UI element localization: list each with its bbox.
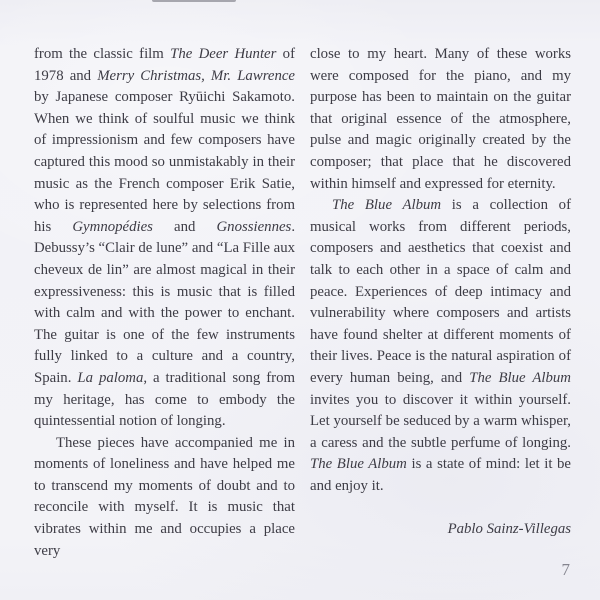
paragraph: close to my heart. Many of these works were composed for the piano, and my purpose has been to maintain on the guitar that original essence of the atmosphere, pulse and magic originally created by the composer; that place that he discovered within himself and expressed for eternity. xyxy=(310,46,571,192)
scan-artifact xyxy=(152,0,236,2)
paragraph: from the classic film The Deer Hunter of 1978 and Merry Christmas, Mr. Lawrence by Japanese composer Ryūichi Sakamoto. When we think of soulful music we think of impressionism and few composers have captured this mood so unmistakably in their music as the French composer Erik Satie, who is represented here by selections from his Gymnopédies and Gnossiennes. Debussy’s “Clair de lune” and “La Fille aux cheveux de lin” are almost magical in their expressiveness: this is music that is filled with calm and with the power to enchant. The guitar is one of the few instruments fully linked to a culture and a country, Spain. La paloma, a traditional song from my heritage, has come to embody the quintessential notion of longing. xyxy=(34,46,296,430)
text-block xyxy=(34,44,571,562)
author-signature: Pablo Sainz-Villegas xyxy=(447,521,571,538)
paragraph: These pieces have accompanied me in moments of loneliness and have helped me to transcend my moments of doubt and to reconcile with myself. It is music that vibrates within me and occupies a place very xyxy=(34,434,295,559)
right-column xyxy=(310,44,571,562)
left-column xyxy=(34,44,295,562)
paragraph: The Blue Album is a collection of musical works from different periods, composers and aesthetics that coexist and talk to each other in a space of calm and peace. Experiences of deep intimacy and vulnerability where composers and artists have found shelter at different moments of their lives. Peace is the natural aspiration of every human being, and The Blue Album invites you to discover it within yourself. Let yourself be seduced by a warm whisper, a caress and the subtle perfume of longing. The Blue Album is a state of mind: let it be and enjoy it. xyxy=(310,197,572,494)
page-number: 7 xyxy=(561,560,570,579)
